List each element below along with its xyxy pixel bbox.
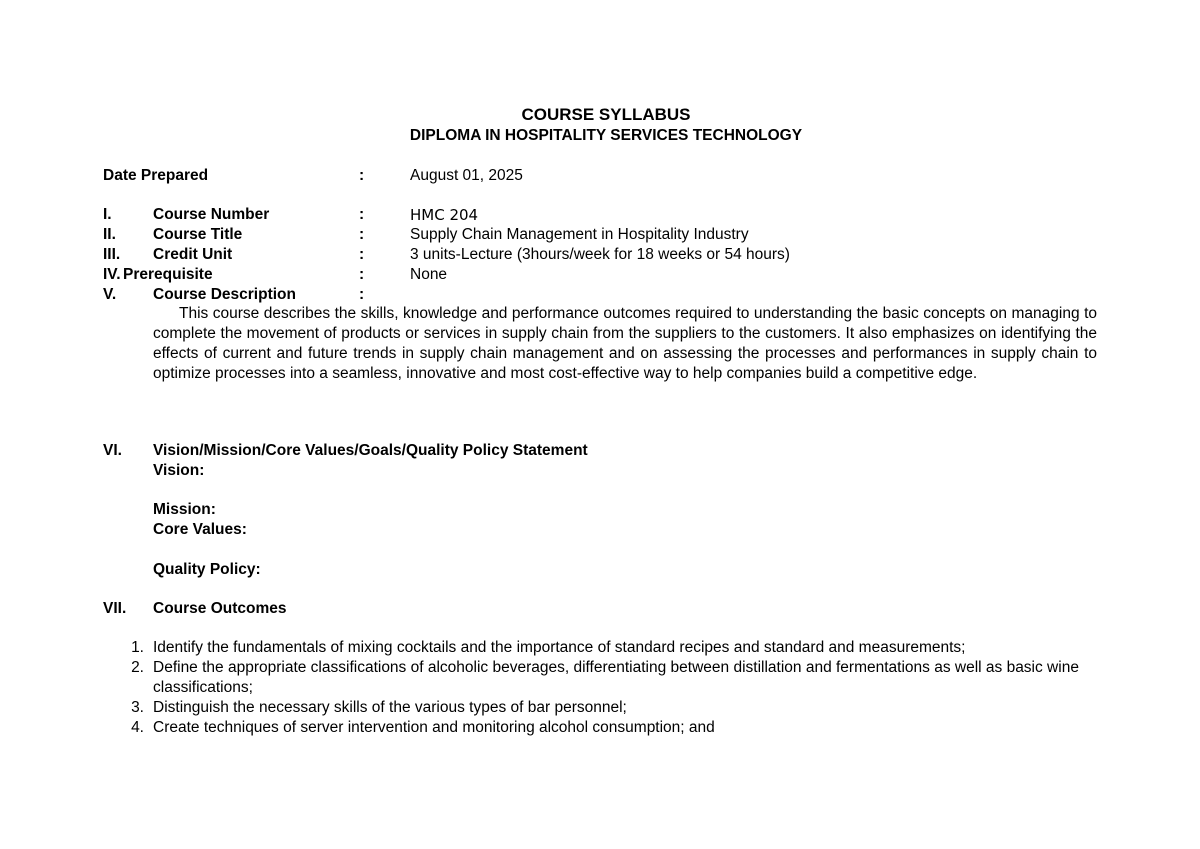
date-prepared-colon: : [359,167,365,184]
outcome-text: Create techniques of server intervention and monitoring alcohol consumption; and [153,719,715,736]
date-prepared-value: August 01, 2025 [410,167,523,184]
field-numeral: V. [103,286,117,303]
field-label-prerequisite: Prerequisite [123,266,213,283]
vision-label: Vision: [153,462,205,479]
outcome-number: 3. [131,699,144,716]
field-colon: : [359,246,365,263]
document-title: COURSE SYLLABUS [521,105,691,124]
field-numeral: I. [103,206,112,223]
quality-policy-label: Quality Policy: [153,561,261,578]
document-subtitle: DIPLOMA IN HOSPITALITY SERVICES TECHNOLOGY [409,127,803,144]
course-description-text [153,304,1097,384]
mission-label: Mission: [153,501,216,518]
section-numeral: VII. [103,600,127,617]
field-colon: : [359,226,365,243]
outcome-text: Identify the fundamentals of mixing cocktails and the importance of standard recipes and standard and measurements; [153,639,966,656]
field-label-course-description: Course Description [153,286,296,303]
outcome-number: 2. [131,659,144,676]
section-heading-vision-mission: Vision/Mission/Core Values/Goals/Quality Policy Statement [153,442,588,459]
outcome-text: Define the appropriate classifications of alcoholic beverages, differentiating between distillation and fermentations as well as basic wine classifications; [153,659,1079,696]
field-label-course-number: Course Number [153,206,270,223]
section-heading-course-outcomes: Course Outcomes [153,600,287,617]
field-numeral: IV. [103,266,121,283]
field-numeral: III. [103,246,121,263]
section-numeral: VI. [103,442,122,459]
outcome-number: 4. [131,719,144,736]
field-value-credit-unit: 3 units-Lecture (3hours/week for 18 weeks or 54 hours) [410,246,790,263]
field-colon: : [359,286,365,303]
field-value-course-number: HMC 204 [410,206,479,224]
course-description-body: This course describes the skills, knowledge and performance outcomes required to understanding the basic concepts on managing to complete the movement of products or services in supply chain from the suppliers to the customers. It also emphasizes on identifying the effects of current and future trends in supply chain management and on assessing the processes and performances in supply chain to optimize processes into a seamless, innovative and most cost-effective way to help companies build a competitive edge. [153,305,1097,382]
field-label-credit-unit: Credit Unit [153,246,233,263]
outcome-text: Distinguish the necessary skills of the various types of bar personnel; [153,699,627,716]
field-value-course-title: Supply Chain Management in Hospitality Industry [410,226,749,243]
field-colon: : [359,266,365,283]
date-prepared-label: Date Prepared [103,167,209,184]
outcome-number: 1. [131,639,144,656]
field-value-prerequisite: None [410,266,448,283]
field-label-course-title: Course Title [153,226,243,243]
field-numeral: II. [103,226,116,243]
core-values-label: Core Values: [153,521,247,538]
field-colon: : [359,206,365,223]
